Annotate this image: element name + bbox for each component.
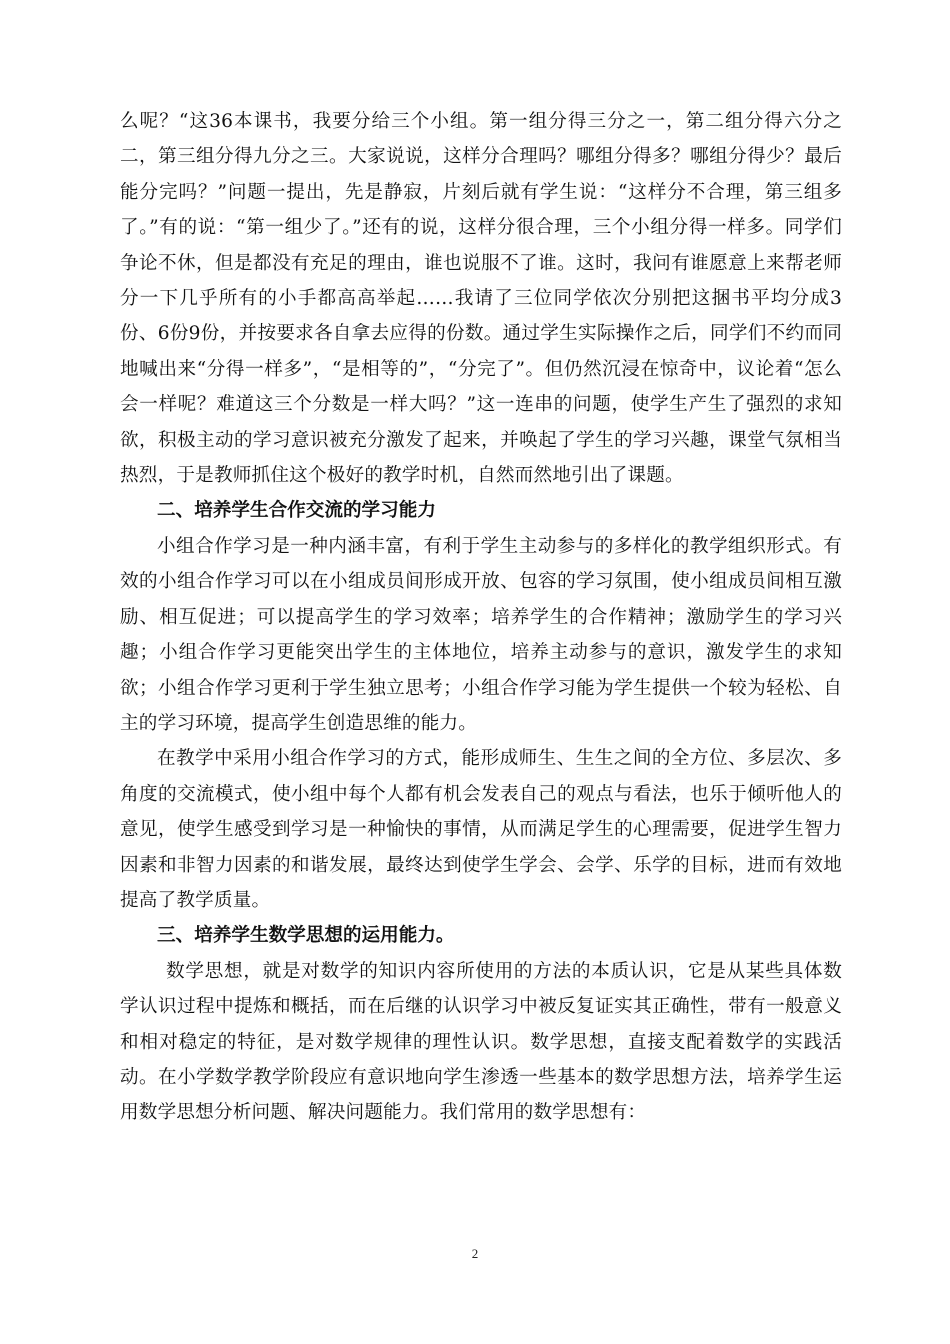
- page-number: 2: [471, 1246, 479, 1261]
- paragraph-math-thinking: 数学思想，就是对数学的知识内容所使用的方法的本质认识，它是从某些具体数学认识过程中提炼和概括，而在后继的认识学习中被反复证实其正确性，带有一般意义和相对稳定的特征，是对数学规律的理性认识。数学思想，直接支配着数学的实践活动。在小学数学教学阶段应有意识地向学生渗透一些基本的数学思想方法，培养学生运用数学思想分析问题、解决问题能力。我们常用的数学思想有：: [120, 960, 842, 1124]
- section-heading-2: 二、培养学生合作交流的学习能力: [157, 500, 436, 522]
- paragraph-teaching-mode: 在教学中采用小组合作学习的方式，能形成师生、生生之间的全方位、多层次、多角度的交流模式，使小组中每个人都有机会发表自己的观点与看法，也乐于倾听他人的意见，使学生感受到学习是一种愉快的事情，从而满足学生的心理需要，促进学生智力因素和非智力因素的和谐发展，最终达到使学生学会、会学、乐学的目标，进而有效地提高了教学质量。: [120, 748, 842, 911]
- paragraph-continuation: 么呢？“这36本课书，我要分给三个小组。第一组分得三分之一，第二组分得六分之二，第三组分得九分之三。大家说说，这样分合理吗？哪组分得多？哪组分得少？最后能分完吗？”问题一提出，先是静寂，片刻后就有学生说：“这样分不合理，第三组多了。”有的说：“第一组少了。”还有的说，这样分很合理，三个小组分得一样多。同学们争论不休，但是都没有充足的理由，谁也说服不了谁。这时，我问有谁愿意上来帮老师分一下几乎所有的小手都高高举起……我请了三位同学依次分别把这捆书平均分成3份、6份9份，并按要求各自拿去应得的份数。通过学生实际操作之后，同学们不约而同地喊出来“分得一样多”，“是相等的”，“分完了”。但仍然沉浸在惊奇中，议论着“怎么会一样呢？难道这三个分数是一样大吗？”这一连串的问题，使学生产生了强烈的求知欲，积极主动的学习意识被充分激发了起来，并唤起了学生的学习兴趣，课堂气氛相当热烈，于是教师抓住这个极好的教学时机，自然而然地引出了课题。: [120, 111, 842, 487]
- section-heading-3: 三、培养学生数学思想的运用能力。: [157, 925, 455, 947]
- document-body: [120, 104, 842, 1131]
- paragraph-group-learning: 小组合作学习是一种内涵丰富，有利于学生主动参与的多样化的教学组织形式。有效的小组合作学习可以在小组成员间形成开放、包容的学习氛围，使小组成员间相互激励、相互促进；可以提高学生的学习效率；培养学生的合作精神；激励学生的学习兴趣；小组合作学习更能突出学生的主体地位，培养主动参与的意识，激发学生的求知欲；小组合作学习更利于学生独立思考；小组合作学习能为学生提供一个较为轻松、自主的学习环境，提高学生创造思维的能力。: [120, 535, 842, 734]
